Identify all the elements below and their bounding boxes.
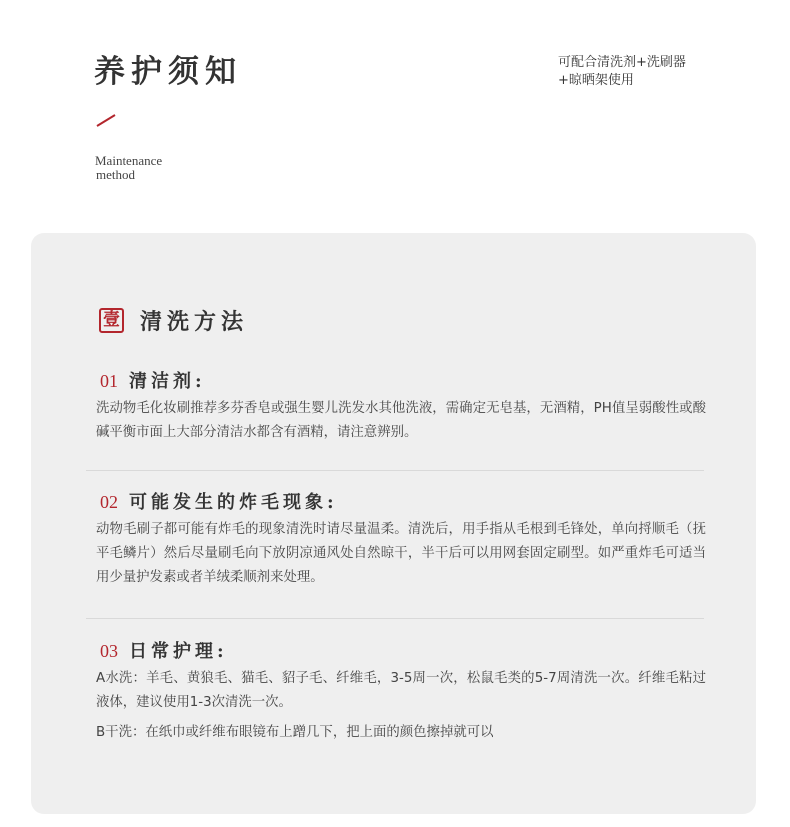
usage-note <box>558 54 686 90</box>
section-header <box>99 305 248 335</box>
item-heading <box>96 367 706 393</box>
item-paragraph: 动物毛刷子都可能有炸毛的现象清洗时请尽量温柔。清洗后，用手指从毛根到毛锋处，单向捋顺毛（抚平毛鳞片）然后尽量刷毛向下放阴凉通风处自然晾干，半干后可以用网套固定刷型。如严重炸毛可适当用少量护发素或者羊绒柔顺剂来处理。 <box>96 522 706 585</box>
item-number: 02 <box>100 492 118 512</box>
item-body <box>96 667 706 745</box>
accent-slash-mark <box>96 113 116 127</box>
item-number: 01 <box>100 371 118 391</box>
item-number: 03 <box>100 641 118 661</box>
subtitle-english-line-1: Maintenance <box>95 153 163 168</box>
section-title: 清洗方法 <box>140 308 249 335</box>
divider <box>86 470 704 471</box>
seal-badge: 壹 <box>99 308 124 333</box>
item-heading <box>96 637 706 663</box>
usage-note-line-1: 可配合清洗剂+洗刷器 <box>558 55 686 70</box>
list-item <box>96 367 706 445</box>
item-body <box>96 518 706 590</box>
item-title: 清洁剂: <box>129 371 206 392</box>
item-paragraph: B干洗：在纸巾或纤维布眼镜布上蹭几下，把上面的颜色擦掉就可以 <box>96 725 494 740</box>
usage-note-line-2: +晾晒架使用 <box>558 73 634 88</box>
item-paragraph: A水洗：羊毛、黄狼毛、猫毛、貂子毛、纤维毛，3-5周一次，松鼠毛类的5-7周清洗一次。纤维毛粘过液体，建议使用1-3次清洗一次。 <box>96 671 706 710</box>
item-body <box>96 397 706 445</box>
item-paragraph: 洗动物毛化妆刷推荐多芬香皂或强生婴儿洗发水其他洗液，需确定无皂基，无酒精，PH值呈弱酸性或酸碱平衡市面上大部分清洁水都含有酒精，请注意辨别。 <box>96 401 706 440</box>
list-item <box>96 637 706 745</box>
item-title: 可能发生的炸毛现象: <box>129 492 338 513</box>
item-title: 日常护理: <box>129 641 228 662</box>
list-item <box>96 488 706 590</box>
subtitle-english <box>95 154 162 182</box>
page-title: 养护须知 <box>94 54 242 90</box>
divider <box>86 618 704 619</box>
item-heading <box>96 488 706 514</box>
subtitle-english-line-2: method <box>96 167 135 182</box>
